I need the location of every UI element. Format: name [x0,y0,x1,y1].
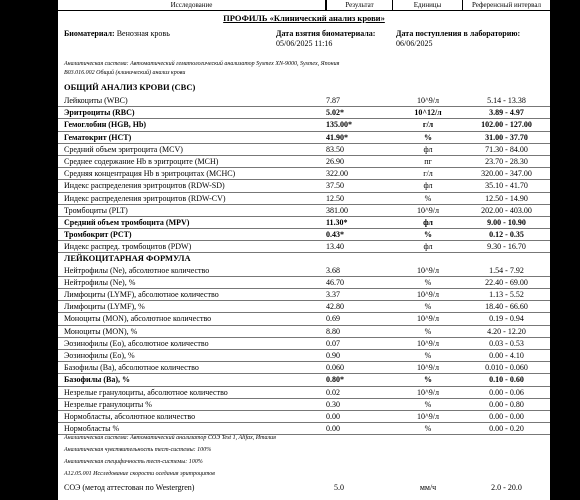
row-ref: 102.00 - 127.00 [481,120,532,130]
row-name: Незрелые гранулоциты % [64,399,152,409]
result-row [58,168,550,180]
row-result: 135.00* [326,120,352,130]
leuko-section-label: ЛЕЙКОЦИТАРНАЯ ФОРМУЛА [64,253,191,264]
row-result: 0.80* [326,375,344,385]
row-result: 13.40 [326,242,344,252]
row-unit: % [424,230,432,240]
row-ref: 71.30 - 84.00 [485,144,528,154]
row-ref: 18.40 - 66.60 [485,302,528,312]
esr-unit: мм/ч [419,483,437,492]
profile-title: ПРОФИЛЬ «Клинический анализ крови» [223,13,385,23]
row-ref: 12.50 - 14.90 [485,193,528,203]
esr-result: 5.0 [334,483,344,492]
result-row [58,156,550,168]
row-name: Индекс распред. тромбоцитов (PDW) [64,242,192,252]
row-result: 26.90 [326,156,344,166]
esr-name: СОЭ (метод аттестован по Westergren) [64,483,195,492]
row-name: Эозинофилы (Eo), абсолютное количество [64,338,209,348]
row-ref: 22.40 - 69.00 [485,277,528,287]
row-result: 3.37 [326,290,340,299]
row-name: Лимфоциты (LYMF), % [64,302,145,312]
result-row [58,119,550,131]
row-ref: 320.00 - 347.00 [481,169,532,179]
row-result: 322.00 [326,169,348,179]
row-result: 0.00 [326,424,340,434]
date-taken [276,29,375,49]
row-ref: 9.30 - 16.70 [487,242,526,252]
row-unit: % [424,326,432,336]
biomaterial [64,29,170,39]
row-name: Нормобласты % [64,424,120,434]
esr-note-1: Аналитическая система: Автоматический анализатор СОЭ Test 1, Alifax, Италия [64,435,276,441]
row-result: 0.43* [326,230,344,240]
row-result: 46.70 [326,277,344,287]
row-ref: 0.010 - 0.060 [485,363,528,373]
lab-report-document [58,0,550,500]
row-ref: 0.00 - 0.00 [489,411,524,421]
row-unit: % [424,424,432,434]
left-dark-edge [0,0,58,500]
row-ref: 1.13 - 5.52 [489,290,524,299]
row-name: Тромбоциты (PLT) [64,205,128,215]
header-units: Единицы [393,0,463,11]
row-unit: 10^9/л [417,363,439,373]
results-table [58,95,550,435]
row-unit: 10^9/л [417,96,439,105]
date-received-value: 06/06/2025 [396,39,433,48]
row-unit: 10^9/л [417,205,439,215]
row-ref: 202.00 - 403.00 [481,205,532,215]
cbc-section-title: ОБЩИЙ АНАЛИЗ КРОВИ (CBC) [64,82,196,92]
esr-note-4: A12.05.001 Исследование скорости оседания эритроцитов [64,471,215,477]
row-ref: 0.19 - 0.94 [489,314,524,324]
result-row [58,399,550,411]
date-taken-value: 05/06/2025 11:16 [276,39,333,48]
row-ref: 0.00 - 4.10 [489,350,524,360]
row-unit: г/л [422,120,434,130]
row-name: Гемоглобин (HGB, Hb) [64,120,147,130]
date-received-label: Дата поступления в лабораторию: [396,29,521,38]
row-result: 11.30* [326,217,348,227]
row-unit: % [424,277,432,287]
row-unit: г/л [423,169,433,179]
result-row [58,205,550,217]
result-row [58,229,550,241]
result-row [58,241,550,253]
row-ref: 1.54 - 7.92 [489,265,524,275]
esr-note-3: Аналитическая специфичность тест-системы: 100% [64,459,203,465]
row-ref: 0.00 - 0.80 [489,399,524,409]
row-result: 83.50 [326,144,344,154]
row-unit: 10^9/л [417,411,439,421]
row-name: Лимфоциты (LYMF), абсолютное количество [64,290,219,299]
row-ref: 23.70 - 28.30 [485,156,528,166]
row-name: Индекс распределения эритроцитов (RDW-SD) [64,181,225,191]
row-result: 41.90* [326,132,348,142]
result-row [58,289,550,301]
row-name: Моноциты (MON), % [64,326,138,336]
esr-ref: 2.0 - 20.0 [491,483,522,492]
row-result: 0.02 [326,387,340,397]
row-unit: 10^9/л [417,290,439,299]
row-ref: 9.00 - 10.90 [487,217,526,227]
header-result: Результат [326,0,393,11]
row-result: 0.07 [326,338,340,348]
row-ref: 4.20 - 12.20 [487,326,526,336]
row-name: Нейтрофилы (Ne), абсолютное количество [64,265,210,275]
date-received [396,29,520,49]
biomaterial-value: Венозная кровь [116,29,170,38]
row-unit: 10^12/л [414,108,442,118]
row-result: 8.80 [326,326,340,336]
result-row [58,144,550,156]
row-ref: 0.03 - 0.53 [489,338,524,348]
analyzer-note-1: Аналитическая система: Автоматический гематологический анализатор Sysmex XN-9000, Sysmex, Япония [64,61,340,67]
result-row [58,338,550,350]
row-result: 3.68 [326,265,340,275]
row-unit: % [424,132,432,142]
result-row [58,362,550,374]
row-unit: 10^9/л [417,265,439,275]
row-name: Базофилы (Ba), абсолютное количество [64,363,199,373]
row-result: 7.87 [326,96,340,105]
result-row [58,193,550,205]
row-ref: 0.00 - 0.20 [489,424,524,434]
row-name: Гематокрит (HCT) [64,132,132,142]
row-unit: % [424,399,432,409]
row-name: Тромбокрит (PCT) [64,230,132,240]
result-row [58,387,550,399]
leuko-section-title [58,253,550,264]
row-ref: 3.89 - 4.97 [489,108,524,118]
esr-note-2: Аналитическая чувствительность тест-системы: 100% [64,447,212,453]
row-ref: 0.12 - 0.35 [489,230,524,240]
row-unit: % [424,193,432,203]
result-row [58,350,550,362]
row-unit: % [424,350,432,360]
result-row [58,374,550,386]
row-unit: фл [423,144,433,154]
row-name: Базофилы (Ba), % [64,375,130,385]
row-result: 0.060 [326,363,344,373]
row-unit: 10^9/л [417,387,439,397]
row-result: 381.00 [326,205,348,215]
result-row [58,180,550,192]
row-name: Среднее содержание Hb в эритроците (MCH) [64,156,219,166]
row-result: 5.02* [326,108,344,118]
result-row [58,95,550,107]
row-ref: 0.00 - 0.06 [489,387,524,397]
row-result: 42.80 [326,302,344,312]
header-test: Исследование [58,0,326,11]
row-unit: фл [423,242,433,252]
row-name: Индекс распределения эритроцитов (RDW-CV) [64,193,226,203]
row-name: Лейкоциты (WBC) [64,96,128,105]
header-ref: Референсный интервал [463,0,550,11]
result-row [58,313,550,325]
result-row [58,277,550,289]
result-row [58,301,550,313]
row-result: 0.90 [326,350,340,360]
date-taken-label: Дата взятия биоматериала: [276,29,376,38]
row-result: 0.30 [326,399,340,409]
row-unit: пг [424,156,432,166]
row-name: Незрелые гранулоциты, абсолютное количество [64,387,228,397]
row-result: 0.69 [326,314,340,324]
row-ref: 31.00 - 37.70 [485,132,528,142]
row-name: Средний объем эритроцита (MCV) [64,144,183,154]
row-name: Нейтрофилы (Ne), % [64,277,136,287]
result-row [58,217,550,229]
row-ref: 35.10 - 41.70 [485,181,528,191]
row-name: Средний объем тромбоцита (MPV) [64,217,190,227]
row-result: 0.00 [326,411,340,421]
result-row [58,326,550,338]
row-ref: 5.14 - 13.38 [487,96,526,105]
row-name: Средняя концентрация Hb в эритроцитах (MCHC) [64,169,236,179]
row-unit: фл [423,217,433,227]
row-result: 12.50 [326,193,344,203]
row-name: Моноциты (MON), абсолютное количество [64,314,212,324]
result-row [58,107,550,119]
row-name: Эритроциты (RBC) [64,108,135,118]
row-unit: 10^9/л [417,314,439,324]
analyzer-note-2: B03.016.002 Общий (клинический) анализ крови [64,70,186,76]
row-ref: 0.10 - 0.60 [489,375,524,385]
row-unit: фл [423,181,433,191]
row-unit: 10^9/л [417,338,439,348]
result-row [58,411,550,423]
row-unit: % [424,375,432,385]
biomaterial-label: Биоматериал: [64,29,115,38]
result-row [58,265,550,277]
row-unit: % [424,302,432,312]
right-dark-edge [550,0,580,500]
row-result: 37.50 [326,181,344,191]
row-name: Эозинофилы (Eo), % [64,350,135,360]
row-name: Нормобласты, абсолютное количество [64,411,196,421]
result-row [58,132,550,144]
